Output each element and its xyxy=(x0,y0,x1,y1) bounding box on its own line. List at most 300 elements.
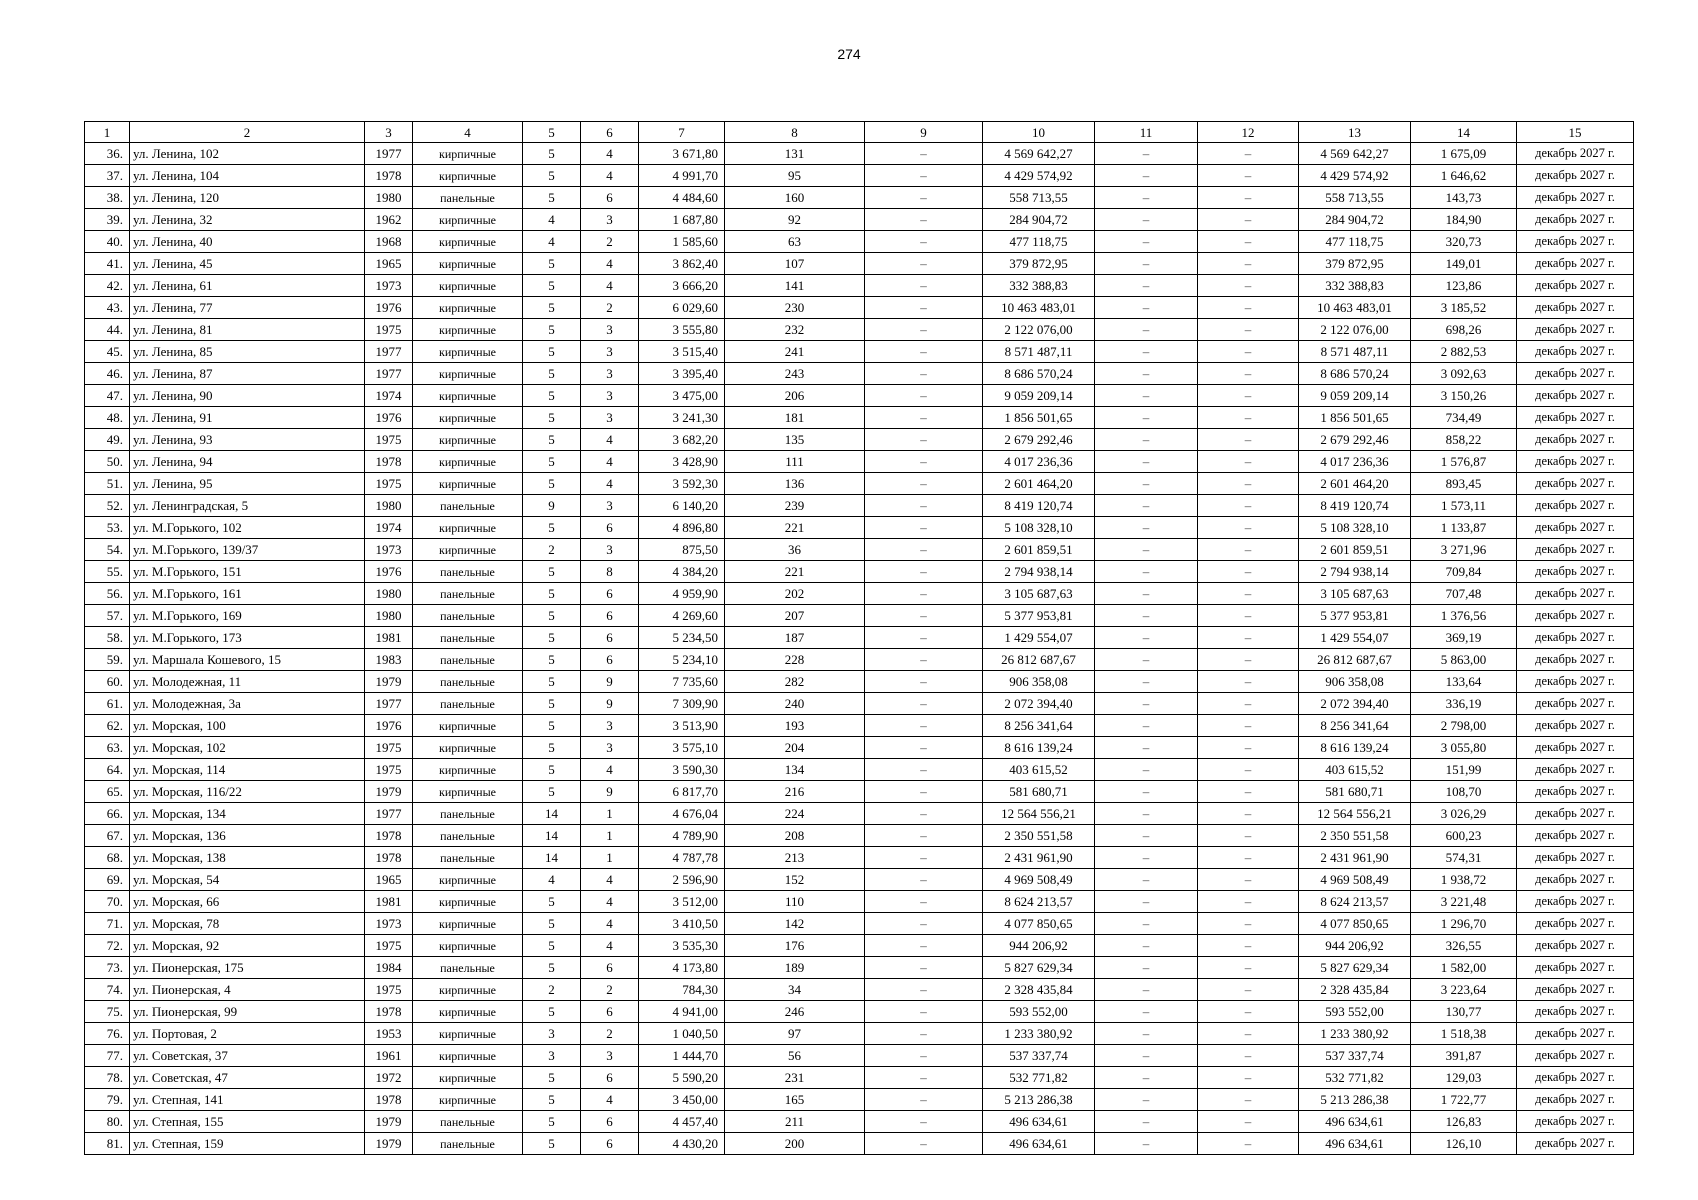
col11-cell: – xyxy=(1095,671,1198,693)
total-cost-cell: 581 680,71 xyxy=(983,781,1095,803)
entrances-cell: 3 xyxy=(581,385,639,407)
year-cell: 1961 xyxy=(365,1045,413,1067)
address-cell: ул. Ленина, 90 xyxy=(130,385,365,407)
table-row xyxy=(85,363,1634,385)
col12-cell: – xyxy=(1198,253,1299,275)
wall-material-cell: кирпичные xyxy=(413,1001,523,1023)
entrances-cell: 6 xyxy=(581,1133,639,1155)
col11-cell: – xyxy=(1095,1001,1198,1023)
row-number-cell: 72. xyxy=(85,935,130,957)
address-cell: ул. М.Горького, 169 xyxy=(130,605,365,627)
col9-cell: – xyxy=(865,759,983,781)
row-number-cell: 68. xyxy=(85,847,130,869)
address-cell: ул. Ленина, 95 xyxy=(130,473,365,495)
unit-cost-cell: 1 722,77 xyxy=(1411,1089,1517,1111)
wall-material-cell: панельные xyxy=(413,693,523,715)
address-cell: ул. Ленина, 77 xyxy=(130,297,365,319)
deadline-cell: декабрь 2027 г. xyxy=(1517,693,1634,715)
residents-cell: 193 xyxy=(725,715,865,737)
total-cost-cell: 5 377 953,81 xyxy=(983,605,1095,627)
year-cell: 1984 xyxy=(365,957,413,979)
col9-cell: – xyxy=(865,1133,983,1155)
unit-cost-cell: 893,45 xyxy=(1411,473,1517,495)
column-header-5: 5 xyxy=(523,122,581,143)
entrances-cell: 3 xyxy=(581,209,639,231)
total-cost-cell: 496 634,61 xyxy=(983,1111,1095,1133)
row-number-cell: 40. xyxy=(85,231,130,253)
wall-material-cell: кирпичные xyxy=(413,275,523,297)
wall-material-cell: кирпичные xyxy=(413,759,523,781)
col12-cell: – xyxy=(1198,979,1299,1001)
residents-cell: 63 xyxy=(725,231,865,253)
deadline-cell: декабрь 2027 г. xyxy=(1517,407,1634,429)
unit-cost-cell: 3 221,48 xyxy=(1411,891,1517,913)
column-header-9: 9 xyxy=(865,122,983,143)
residents-cell: 216 xyxy=(725,781,865,803)
wall-material-cell: кирпичные xyxy=(413,231,523,253)
budget-cost-cell: 4 429 574,92 xyxy=(1299,165,1411,187)
budget-cost-cell: 5 213 286,38 xyxy=(1299,1089,1411,1111)
residents-cell: 181 xyxy=(725,407,865,429)
total-cost-cell: 8 624 213,57 xyxy=(983,891,1095,913)
row-number-cell: 51. xyxy=(85,473,130,495)
row-number-cell: 50. xyxy=(85,451,130,473)
row-number-cell: 73. xyxy=(85,957,130,979)
deadline-cell: декабрь 2027 г. xyxy=(1517,605,1634,627)
entrances-cell: 4 xyxy=(581,935,639,957)
year-cell: 1974 xyxy=(365,385,413,407)
entrances-cell: 2 xyxy=(581,979,639,1001)
table-row xyxy=(85,473,1634,495)
col9-cell: – xyxy=(865,231,983,253)
wall-material-cell: кирпичные xyxy=(413,407,523,429)
residents-cell: 243 xyxy=(725,363,865,385)
budget-cost-cell: 8 571 487,11 xyxy=(1299,341,1411,363)
wall-material-cell: кирпичные xyxy=(413,165,523,187)
unit-cost-cell: 123,86 xyxy=(1411,275,1517,297)
col12-cell: – xyxy=(1198,209,1299,231)
entrances-cell: 4 xyxy=(581,451,639,473)
row-number-cell: 44. xyxy=(85,319,130,341)
table-row xyxy=(85,671,1634,693)
year-cell: 1974 xyxy=(365,517,413,539)
wall-material-cell: панельные xyxy=(413,671,523,693)
entrances-cell: 3 xyxy=(581,539,639,561)
residents-cell: 200 xyxy=(725,1133,865,1155)
residents-cell: 36 xyxy=(725,539,865,561)
unit-cost-cell: 1 518,38 xyxy=(1411,1023,1517,1045)
floors-cell: 5 xyxy=(523,363,581,385)
address-cell: ул. М.Горького, 173 xyxy=(130,627,365,649)
floors-cell: 5 xyxy=(523,407,581,429)
floors-cell: 5 xyxy=(523,473,581,495)
total-cost-cell: 3 105 687,63 xyxy=(983,583,1095,605)
entrances-cell: 6 xyxy=(581,517,639,539)
year-cell: 1978 xyxy=(365,847,413,869)
entrances-cell: 3 xyxy=(581,737,639,759)
col9-cell: – xyxy=(865,781,983,803)
row-number-cell: 43. xyxy=(85,297,130,319)
col11-cell: – xyxy=(1095,1023,1198,1045)
col12-cell: – xyxy=(1198,935,1299,957)
year-cell: 1976 xyxy=(365,297,413,319)
row-number-cell: 57. xyxy=(85,605,130,627)
area-cell: 3 671,80 xyxy=(639,143,725,165)
floors-cell: 5 xyxy=(523,297,581,319)
entrances-cell: 4 xyxy=(581,253,639,275)
address-cell: ул. Ленина, 93 xyxy=(130,429,365,451)
year-cell: 1978 xyxy=(365,825,413,847)
col11-cell: – xyxy=(1095,803,1198,825)
table-row xyxy=(85,1023,1634,1045)
row-number-cell: 47. xyxy=(85,385,130,407)
total-cost-cell: 537 337,74 xyxy=(983,1045,1095,1067)
col11-cell: – xyxy=(1095,561,1198,583)
table-row xyxy=(85,1001,1634,1023)
address-cell: ул. Ленина, 94 xyxy=(130,451,365,473)
floors-cell: 5 xyxy=(523,627,581,649)
col12-cell: – xyxy=(1198,385,1299,407)
address-cell: ул. Ленина, 81 xyxy=(130,319,365,341)
col9-cell: – xyxy=(865,253,983,275)
deadline-cell: декабрь 2027 г. xyxy=(1517,1067,1634,1089)
deadline-cell: декабрь 2027 г. xyxy=(1517,957,1634,979)
year-cell: 1962 xyxy=(365,209,413,231)
col12-cell: – xyxy=(1198,165,1299,187)
deadline-cell: декабрь 2027 г. xyxy=(1517,671,1634,693)
budget-cost-cell: 2 794 938,14 xyxy=(1299,561,1411,583)
total-cost-cell: 284 904,72 xyxy=(983,209,1095,231)
unit-cost-cell: 1 296,70 xyxy=(1411,913,1517,935)
row-number-cell: 37. xyxy=(85,165,130,187)
area-cell: 3 513,90 xyxy=(639,715,725,737)
entrances-cell: 9 xyxy=(581,781,639,803)
wall-material-cell: панельные xyxy=(413,605,523,627)
entrances-cell: 1 xyxy=(581,825,639,847)
floors-cell: 5 xyxy=(523,429,581,451)
area-cell: 4 269,60 xyxy=(639,605,725,627)
residents-cell: 231 xyxy=(725,1067,865,1089)
address-cell: ул. Ленина, 104 xyxy=(130,165,365,187)
col11-cell: – xyxy=(1095,1133,1198,1155)
entrances-cell: 3 xyxy=(581,495,639,517)
budget-cost-cell: 8 419 120,74 xyxy=(1299,495,1411,517)
wall-material-cell: кирпичные xyxy=(413,1045,523,1067)
area-cell: 1 444,70 xyxy=(639,1045,725,1067)
residents-cell: 211 xyxy=(725,1111,865,1133)
total-cost-cell: 9 059 209,14 xyxy=(983,385,1095,407)
unit-cost-cell: 1 376,56 xyxy=(1411,605,1517,627)
total-cost-cell: 1 429 554,07 xyxy=(983,627,1095,649)
wall-material-cell: панельные xyxy=(413,495,523,517)
table-row xyxy=(85,561,1634,583)
table-row xyxy=(85,913,1634,935)
row-number-cell: 74. xyxy=(85,979,130,1001)
col9-cell: – xyxy=(865,1089,983,1111)
residents-cell: 224 xyxy=(725,803,865,825)
year-cell: 1975 xyxy=(365,319,413,341)
budget-cost-cell: 8 256 341,64 xyxy=(1299,715,1411,737)
col11-cell: – xyxy=(1095,825,1198,847)
year-cell: 1977 xyxy=(365,693,413,715)
entrances-cell: 6 xyxy=(581,649,639,671)
table-row xyxy=(85,583,1634,605)
budget-cost-cell: 537 337,74 xyxy=(1299,1045,1411,1067)
budget-cost-cell: 558 713,55 xyxy=(1299,187,1411,209)
col12-cell: – xyxy=(1198,473,1299,495)
year-cell: 1975 xyxy=(365,473,413,495)
entrances-cell: 9 xyxy=(581,671,639,693)
address-cell: ул. Ленина, 91 xyxy=(130,407,365,429)
floors-cell: 5 xyxy=(523,583,581,605)
entrances-cell: 4 xyxy=(581,429,639,451)
deadline-cell: декабрь 2027 г. xyxy=(1517,429,1634,451)
column-header-11: 11 xyxy=(1095,122,1198,143)
floors-cell: 5 xyxy=(523,693,581,715)
table-row xyxy=(85,1067,1634,1089)
row-number-cell: 54. xyxy=(85,539,130,561)
address-cell: ул. Ленина, 45 xyxy=(130,253,365,275)
row-number-cell: 41. xyxy=(85,253,130,275)
column-header-6: 6 xyxy=(581,122,639,143)
col11-cell: – xyxy=(1095,935,1198,957)
floors-cell: 5 xyxy=(523,737,581,759)
floors-cell: 5 xyxy=(523,561,581,583)
area-cell: 4 430,20 xyxy=(639,1133,725,1155)
floors-cell: 4 xyxy=(523,209,581,231)
table-header xyxy=(85,122,1634,143)
address-cell: ул. Ленинградская, 5 xyxy=(130,495,365,517)
deadline-cell: декабрь 2027 г. xyxy=(1517,869,1634,891)
year-cell: 1980 xyxy=(365,187,413,209)
budget-cost-cell: 5 377 953,81 xyxy=(1299,605,1411,627)
table-row xyxy=(85,605,1634,627)
unit-cost-cell: 1 576,87 xyxy=(1411,451,1517,473)
residents-cell: 282 xyxy=(725,671,865,693)
entrances-cell: 4 xyxy=(581,891,639,913)
budget-cost-cell: 532 771,82 xyxy=(1299,1067,1411,1089)
col12-cell: – xyxy=(1198,539,1299,561)
col11-cell: – xyxy=(1095,451,1198,473)
entrances-cell: 6 xyxy=(581,1001,639,1023)
col11-cell: – xyxy=(1095,363,1198,385)
col9-cell: – xyxy=(865,1001,983,1023)
table-row xyxy=(85,1089,1634,1111)
budget-cost-cell: 10 463 483,01 xyxy=(1299,297,1411,319)
unit-cost-cell: 600,23 xyxy=(1411,825,1517,847)
address-cell: ул. Советская, 47 xyxy=(130,1067,365,1089)
row-number-cell: 65. xyxy=(85,781,130,803)
col12-cell: – xyxy=(1198,1089,1299,1111)
unit-cost-cell: 3 223,64 xyxy=(1411,979,1517,1001)
unit-cost-cell: 151,99 xyxy=(1411,759,1517,781)
col9-cell: – xyxy=(865,693,983,715)
wall-material-cell: кирпичные xyxy=(413,341,523,363)
budget-cost-cell: 8 616 139,24 xyxy=(1299,737,1411,759)
total-cost-cell: 4 017 236,36 xyxy=(983,451,1095,473)
col11-cell: – xyxy=(1095,539,1198,561)
address-cell: ул. Ленина, 61 xyxy=(130,275,365,297)
wall-material-cell: кирпичные xyxy=(413,935,523,957)
row-number-cell: 76. xyxy=(85,1023,130,1045)
floors-cell: 5 xyxy=(523,143,581,165)
deadline-cell: декабрь 2027 г. xyxy=(1517,1133,1634,1155)
col9-cell: – xyxy=(865,495,983,517)
row-number-cell: 64. xyxy=(85,759,130,781)
col9-cell: – xyxy=(865,1023,983,1045)
col11-cell: – xyxy=(1095,495,1198,517)
col9-cell: – xyxy=(865,605,983,627)
col12-cell: – xyxy=(1198,671,1299,693)
col9-cell: – xyxy=(865,715,983,737)
table-row xyxy=(85,319,1634,341)
budget-cost-cell: 4 569 642,27 xyxy=(1299,143,1411,165)
wall-material-cell: кирпичные xyxy=(413,451,523,473)
table-row xyxy=(85,1133,1634,1155)
row-number-cell: 77. xyxy=(85,1045,130,1067)
unit-cost-cell: 574,31 xyxy=(1411,847,1517,869)
year-cell: 1979 xyxy=(365,1111,413,1133)
deadline-cell: декабрь 2027 г. xyxy=(1517,143,1634,165)
floors-cell: 2 xyxy=(523,979,581,1001)
budget-cost-cell: 4 077 850,65 xyxy=(1299,913,1411,935)
residents-cell: 213 xyxy=(725,847,865,869)
unit-cost-cell: 130,77 xyxy=(1411,1001,1517,1023)
unit-cost-cell: 734,49 xyxy=(1411,407,1517,429)
floors-cell: 5 xyxy=(523,605,581,627)
row-number-cell: 42. xyxy=(85,275,130,297)
total-cost-cell: 4 569 642,27 xyxy=(983,143,1095,165)
floors-cell: 2 xyxy=(523,539,581,561)
col12-cell: – xyxy=(1198,583,1299,605)
address-cell: ул. Степная, 159 xyxy=(130,1133,365,1155)
entrances-cell: 2 xyxy=(581,297,639,319)
wall-material-cell: кирпичные xyxy=(413,1067,523,1089)
column-header-2: 2 xyxy=(130,122,365,143)
budget-cost-cell: 496 634,61 xyxy=(1299,1133,1411,1155)
table-row xyxy=(85,649,1634,671)
row-number-cell: 38. xyxy=(85,187,130,209)
floors-cell: 5 xyxy=(523,715,581,737)
entrances-cell: 3 xyxy=(581,407,639,429)
unit-cost-cell: 336,19 xyxy=(1411,693,1517,715)
row-number-cell: 80. xyxy=(85,1111,130,1133)
area-cell: 5 234,10 xyxy=(639,649,725,671)
unit-cost-cell: 1 675,09 xyxy=(1411,143,1517,165)
area-cell: 4 787,78 xyxy=(639,847,725,869)
address-cell: ул. Ленина, 102 xyxy=(130,143,365,165)
row-number-cell: 67. xyxy=(85,825,130,847)
unit-cost-cell: 133,64 xyxy=(1411,671,1517,693)
budget-cost-cell: 906 358,08 xyxy=(1299,671,1411,693)
wall-material-cell: кирпичные xyxy=(413,869,523,891)
table-row xyxy=(85,451,1634,473)
residents-cell: 160 xyxy=(725,187,865,209)
floors-cell: 5 xyxy=(523,781,581,803)
deadline-cell: декабрь 2027 г. xyxy=(1517,209,1634,231)
col12-cell: – xyxy=(1198,495,1299,517)
budget-cost-cell: 1 233 380,92 xyxy=(1299,1023,1411,1045)
budget-cost-cell: 2 350 551,58 xyxy=(1299,825,1411,847)
year-cell: 1977 xyxy=(365,341,413,363)
area-cell: 7 309,90 xyxy=(639,693,725,715)
residents-cell: 187 xyxy=(725,627,865,649)
residents-cell: 204 xyxy=(725,737,865,759)
unit-cost-cell: 3 092,63 xyxy=(1411,363,1517,385)
table-row xyxy=(85,407,1634,429)
row-number-cell: 58. xyxy=(85,627,130,649)
col12-cell: – xyxy=(1198,803,1299,825)
year-cell: 1975 xyxy=(365,737,413,759)
address-cell: ул. М.Горького, 161 xyxy=(130,583,365,605)
floors-cell: 5 xyxy=(523,1001,581,1023)
table-row xyxy=(85,143,1634,165)
unit-cost-cell: 1 582,00 xyxy=(1411,957,1517,979)
floors-cell: 5 xyxy=(523,1111,581,1133)
address-cell: ул. Молодежная, 11 xyxy=(130,671,365,693)
row-number-cell: 62. xyxy=(85,715,130,737)
table-row xyxy=(85,825,1634,847)
col9-cell: – xyxy=(865,1045,983,1067)
year-cell: 1972 xyxy=(365,1067,413,1089)
total-cost-cell: 2 601 859,51 xyxy=(983,539,1095,561)
residents-cell: 56 xyxy=(725,1045,865,1067)
floors-cell: 14 xyxy=(523,825,581,847)
deadline-cell: декабрь 2027 г. xyxy=(1517,165,1634,187)
address-cell: ул. М.Горького, 102 xyxy=(130,517,365,539)
col12-cell: – xyxy=(1198,1111,1299,1133)
floors-cell: 5 xyxy=(523,913,581,935)
entrances-cell: 6 xyxy=(581,1111,639,1133)
year-cell: 1965 xyxy=(365,869,413,891)
year-cell: 1975 xyxy=(365,759,413,781)
col11-cell: – xyxy=(1095,319,1198,341)
area-cell: 3 535,30 xyxy=(639,935,725,957)
table-row xyxy=(85,385,1634,407)
residents-cell: 92 xyxy=(725,209,865,231)
col12-cell: – xyxy=(1198,429,1299,451)
table-row xyxy=(85,495,1634,517)
area-cell: 3 555,80 xyxy=(639,319,725,341)
wall-material-cell: кирпичные xyxy=(413,473,523,495)
area-cell: 7 735,60 xyxy=(639,671,725,693)
col9-cell: – xyxy=(865,517,983,539)
col12-cell: – xyxy=(1198,407,1299,429)
floors-cell: 4 xyxy=(523,231,581,253)
col12-cell: – xyxy=(1198,561,1299,583)
col11-cell: – xyxy=(1095,143,1198,165)
total-cost-cell: 2 431 961,90 xyxy=(983,847,1095,869)
wall-material-cell: кирпичные xyxy=(413,385,523,407)
col11-cell: – xyxy=(1095,781,1198,803)
col11-cell: – xyxy=(1095,297,1198,319)
budget-cost-cell: 3 105 687,63 xyxy=(1299,583,1411,605)
col9-cell: – xyxy=(865,671,983,693)
entrances-cell: 2 xyxy=(581,1023,639,1045)
col11-cell: – xyxy=(1095,583,1198,605)
col12-cell: – xyxy=(1198,1067,1299,1089)
wall-material-cell: кирпичные xyxy=(413,143,523,165)
col12-cell: – xyxy=(1198,143,1299,165)
total-cost-cell: 2 328 435,84 xyxy=(983,979,1095,1001)
budget-cost-cell: 26 812 687,67 xyxy=(1299,649,1411,671)
residents-cell: 34 xyxy=(725,979,865,1001)
year-cell: 1976 xyxy=(365,715,413,737)
budget-cost-cell: 496 634,61 xyxy=(1299,1111,1411,1133)
col12-cell: – xyxy=(1198,891,1299,913)
area-cell: 3 592,30 xyxy=(639,473,725,495)
address-cell: ул. Портовая, 2 xyxy=(130,1023,365,1045)
